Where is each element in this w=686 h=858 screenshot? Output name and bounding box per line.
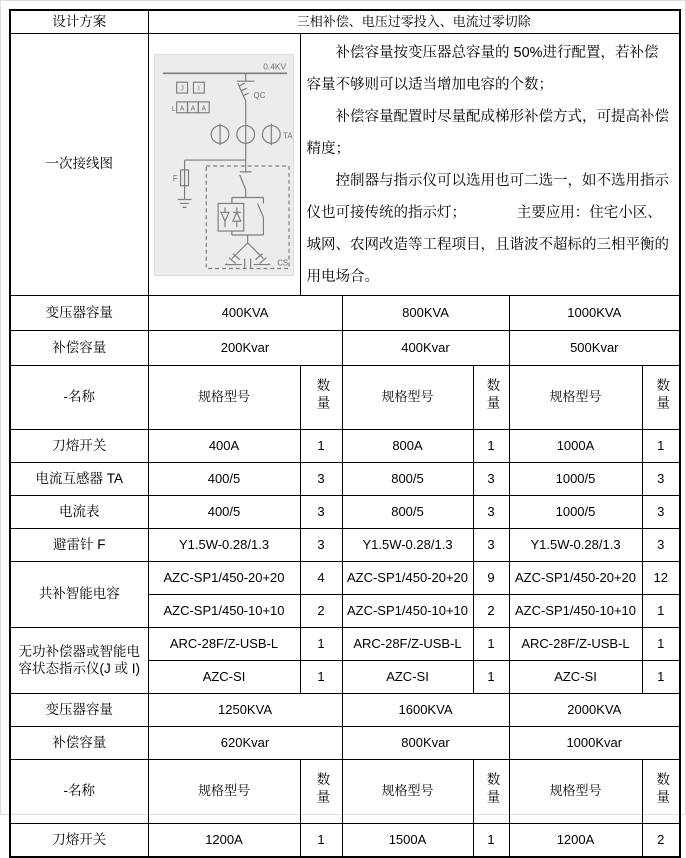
- qty-cell: 3: [642, 463, 680, 496]
- column-header-qty: 数量: [473, 366, 509, 430]
- table-row: [10, 296, 680, 331]
- spec-cell: 1200A: [509, 824, 642, 858]
- spec-cell: 800/5: [342, 463, 473, 496]
- table-row: [10, 824, 680, 858]
- wiring-diagram-label: 一次接线图: [10, 34, 148, 296]
- compensation-capacity-value: 800Kvar: [342, 727, 509, 760]
- qty-cell: 3: [642, 529, 680, 562]
- spec-cell: Y1.5W-0.28/1.3: [148, 529, 300, 562]
- qty-cell: 2: [300, 595, 342, 628]
- compensation-capacity-value: 620Kvar: [148, 727, 342, 760]
- spec-cell: AZC-SP1/450-10+10: [148, 595, 300, 628]
- design-scheme-label: 设计方案: [10, 10, 148, 34]
- qty-cell: 9: [473, 562, 509, 595]
- column-header-name: -名称: [10, 760, 148, 824]
- column-header-qty: 数量: [642, 760, 680, 824]
- row-label: 电流表: [10, 496, 148, 529]
- transformer-capacity-label: 变压器容量: [10, 296, 148, 331]
- qty-cell: 1: [642, 430, 680, 463]
- spec-cell: 1000/5: [509, 463, 642, 496]
- spec-cell: AZC-SI: [342, 661, 473, 694]
- switch-label: QC: [253, 90, 266, 100]
- table-row: [10, 529, 680, 562]
- qty-cell: 1: [300, 824, 342, 858]
- column-header-qty: 数量: [473, 760, 509, 824]
- row-label: 共补智能电容: [10, 562, 148, 628]
- qty-cell: 3: [642, 496, 680, 529]
- arrester-label: F: [172, 173, 178, 183]
- compensation-capacity-value: 200Kvar: [148, 331, 342, 366]
- qty-cell: 3: [300, 529, 342, 562]
- column-header-spec: 规格型号: [342, 760, 473, 824]
- spec-cell: ARC-28F/Z-USB-L: [509, 628, 642, 661]
- qty-cell: 4: [300, 562, 342, 595]
- table-row: [10, 34, 680, 296]
- qty-cell: 1: [300, 430, 342, 463]
- transformer-capacity-value: 1600KVA: [342, 694, 509, 727]
- compensation-capacity-value: 1000Kvar: [509, 727, 680, 760]
- spec-cell: 400A: [148, 430, 300, 463]
- spec-cell: 400/5: [148, 463, 300, 496]
- row-label: 刀熔开关: [10, 824, 148, 858]
- column-header-spec: 规格型号: [509, 760, 642, 824]
- qty-cell: 1: [473, 430, 509, 463]
- table-row: [10, 628, 680, 661]
- row-label: 刀熔开关: [10, 430, 148, 463]
- ammeter-a2-label: A: [190, 104, 196, 112]
- column-header-spec: 规格型号: [342, 366, 473, 430]
- spec-cell: AZC-SP1/450-10+10: [342, 595, 473, 628]
- spec-cell: 800A: [342, 430, 473, 463]
- voltage-label: 0.4KV: [263, 60, 287, 71]
- row-label: 无功补偿器或智能电容状态指示仪(J 或 I): [10, 628, 148, 694]
- qty-cell: 3: [473, 463, 509, 496]
- ammeter-a3-label: A: [201, 104, 207, 112]
- table-row: [10, 463, 680, 496]
- table-row: [10, 331, 680, 366]
- spec-cell: AZC-SP1/450-10+10: [509, 595, 642, 628]
- qty-cell: 3: [300, 496, 342, 529]
- compensation-capacity-value: 500Kvar: [509, 331, 680, 366]
- qty-cell: 12: [642, 562, 680, 595]
- row-label: 避雷针 F: [10, 529, 148, 562]
- spec-cell: AZC-SP1/450-20+20: [342, 562, 473, 595]
- indicator-j-label: J: [180, 85, 184, 93]
- table-row: [10, 727, 680, 760]
- single-line-diagram: [154, 54, 294, 276]
- table-row: [10, 430, 680, 463]
- notes-cell: [300, 34, 680, 296]
- column-header-name: -名称: [10, 366, 148, 430]
- design-scheme-value: 三相补偿、电压过零投入、电流过零切除: [148, 10, 680, 34]
- qty-cell: 3: [473, 529, 509, 562]
- table-row: [10, 694, 680, 727]
- qty-cell: 1: [300, 661, 342, 694]
- spec-cell: AZC-SP1/450-20+20: [509, 562, 642, 595]
- transformer-capacity-value: 1000KVA: [509, 296, 680, 331]
- spec-cell: AZC-SP1/450-20+20: [148, 562, 300, 595]
- indicator-i-label: I: [197, 85, 200, 93]
- spec-cell: ARC-28F/Z-USB-L: [148, 628, 300, 661]
- wiring-diagram-cell: [148, 34, 300, 296]
- ammeter-prefix-label: L: [171, 105, 176, 113]
- column-header-spec: 规格型号: [509, 366, 642, 430]
- spec-cell: 400/5: [148, 496, 300, 529]
- spec-cell: Y1.5W-0.28/1.3: [342, 529, 473, 562]
- column-header-qty: 数量: [642, 366, 680, 430]
- spec-cell: 1000/5: [509, 496, 642, 529]
- spec-cell: AZC-SI: [148, 661, 300, 694]
- qty-cell: 1: [473, 628, 509, 661]
- ammeter-a1-label: A: [179, 104, 185, 112]
- qty-cell: 1: [473, 661, 509, 694]
- row-label: 电流互感器 TA: [10, 463, 148, 496]
- transformer-capacity-value: 1250KVA: [148, 694, 342, 727]
- note-paragraph-2: 补偿容量配置时尽量配成梯形补偿方式，可提高补偿精度；: [306, 109, 669, 157]
- table-header-row: [10, 366, 680, 430]
- qty-cell: 1: [300, 628, 342, 661]
- qty-cell: 1: [642, 661, 680, 694]
- note-paragraph-1: 补偿容量按变压器总容量的 50%进行配置，若补偿容量不够则可以适当增加电容的个数；: [306, 45, 659, 93]
- compensation-capacity-value: 400Kvar: [342, 331, 509, 366]
- qty-cell: 3: [473, 496, 509, 529]
- single-line-diagram-svg: [155, 55, 293, 275]
- spec-cell: AZC-SI: [509, 661, 642, 694]
- qty-cell: 3: [300, 463, 342, 496]
- spec-cell: 1500A: [342, 824, 473, 858]
- qty-cell: 2: [642, 824, 680, 858]
- column-header-spec: 规格型号: [148, 760, 300, 824]
- spec-cell: ARC-28F/Z-USB-L: [342, 628, 473, 661]
- qty-cell: 2: [473, 595, 509, 628]
- spec-cell: 1000A: [509, 430, 642, 463]
- qty-cell: 1: [642, 628, 680, 661]
- column-header-spec: 规格型号: [148, 366, 300, 430]
- column-header-qty: 数量: [300, 366, 342, 430]
- spec-cell: Y1.5W-0.28/1.3: [509, 529, 642, 562]
- compensation-spec-table: [9, 9, 681, 858]
- qty-cell: 1: [473, 824, 509, 858]
- compensation-capacity-label: 补偿容量: [10, 331, 148, 366]
- table-row: [10, 496, 680, 529]
- table-row: [10, 10, 680, 34]
- spec-cell: 800/5: [342, 496, 473, 529]
- ct-label: TA: [283, 130, 293, 140]
- column-header-qty: 数量: [300, 760, 342, 824]
- capacitor-group-label: CS: [277, 258, 289, 268]
- note-paragraph-3: 控制器与指示仪可以选用也可二选一，如不选用指示仪也可接传统的指示灯； 主要应用：住宅小区、城网、农网改造等工程项目，且谐波不超标的三相平衡的用电场合。: [306, 173, 669, 285]
- transformer-capacity-value: 800KVA: [342, 296, 509, 331]
- spec-cell: 1200A: [148, 824, 300, 858]
- qty-cell: 1: [642, 595, 680, 628]
- transformer-capacity-value: 400KVA: [148, 296, 342, 331]
- table-row: [10, 562, 680, 595]
- compensation-capacity-label: 补偿容量: [10, 727, 148, 760]
- transformer-capacity-value: 2000KVA: [509, 694, 680, 727]
- table-header-row: [10, 760, 680, 824]
- transformer-capacity-label: 变压器容量: [10, 694, 148, 727]
